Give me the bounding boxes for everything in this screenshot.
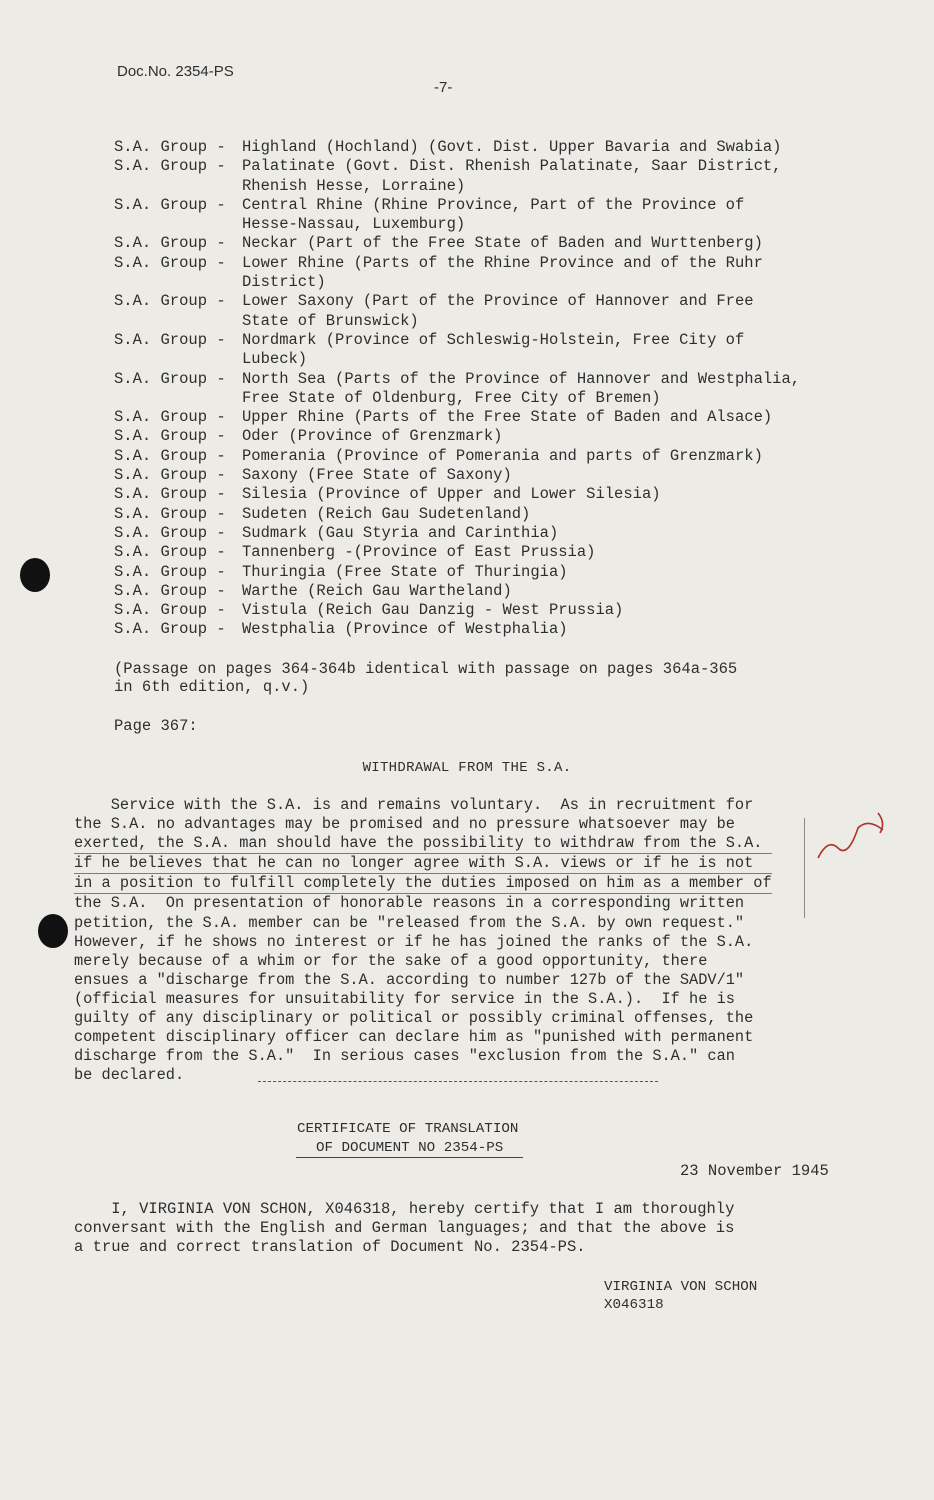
group-row [114,330,745,350]
group-label: S.A. Group - [114,581,226,600]
group-description: Sudeten (Reich Gau Sudetenland) [242,504,531,523]
group-row [114,485,661,504]
group-label: S.A. Group - [114,292,226,311]
body-line: be declared. [74,1066,185,1085]
certificate-statement-2: conversant with the English and German languages; and that the above is [74,1219,735,1237]
group-row [114,311,419,331]
page-number: -7- [434,79,453,96]
group-row [114,253,763,273]
group-description: Highland (Hochland) (Govt. Dist. Upper Bavaria and Swabia) [242,138,782,156]
punch-hole-top [20,558,50,592]
passage-note-line-2: in 6th edition, q.v.) [114,678,310,696]
signature-id: X046318 [604,1297,664,1313]
group-row [114,581,512,601]
group-description: Hesse-Nassau, Luxemburg) [242,215,466,234]
group-label: S.A. Group - [114,504,226,523]
group-label: S.A. Group - [114,253,226,272]
group-label: S.A. Group - [114,466,226,485]
group-description: Upper Rhine (Parts of the Free State of Baden and Alsace) [242,408,773,427]
group-description: Nordmark (Province of Schleswig-Holstein, Free City of [242,330,745,349]
group-description: Westphalia (Province of Westphalia) [242,620,568,639]
group-row [114,388,661,408]
body-line: discharge from the S.A." In serious cases "exclusion from the S.A." can [74,1047,735,1066]
body-line: However, if he shows no interest or if he has joined the ranks of the S.A. [74,932,754,951]
group-row [114,523,559,543]
withdrawal-paragraph [74,796,772,1085]
group-row [114,350,308,369]
group-row [114,408,773,427]
group-row [114,292,754,311]
group-label: S.A. Group - [114,408,226,427]
group-row [114,138,782,157]
group-description: Saxony (Free State of Saxony) [242,466,512,485]
group-description: Thuringia (Free State of Thuringia) [242,562,568,581]
page-ref: Page 367: [114,717,198,735]
group-description: Oder (Province of Grenzmark) [242,427,503,446]
group-description: Palatinate (Govt. Dist. Rhenish Palatinate, Saar District, [242,157,782,176]
body-line: exerted, the S.A. man should have the possibility to withdraw from the S.A. [74,834,772,854]
group-label: S.A. Group - [114,446,226,465]
group-row [114,215,466,234]
punch-hole-bottom [38,914,68,948]
group-row [114,273,326,292]
group-row [114,369,801,389]
body-line: (official measures for unsuitability for service in the S.A.). If he is [74,989,735,1008]
margin-line [804,818,805,918]
body-line: in a position to fulfill completely the duties imposed on him as a member of [74,874,772,894]
certificate-title-1: CERTIFICATE OF TRANSLATION [297,1121,519,1137]
body-line: merely because of a whim or for the sake of a good opportunity, there [74,951,708,970]
group-description: District) [242,273,326,292]
group-row [114,543,596,562]
group-description: Lower Saxony (Part of the Province of Hannover and Free [242,292,754,311]
signature-name: VIRGINIA VON SCHON [604,1279,758,1295]
group-description: Central Rhine (Rhine Province, Part of the Province of [242,195,745,214]
body-line: competent disciplinary officer can declare him as "punished with permanent [74,1028,754,1047]
group-description: North Sea (Parts of the Province of Hannover and Westphalia, [242,369,801,388]
group-description: Vistula (Reich Gau Danzig - West Prussia) [242,601,624,620]
certificate-date: 23 November 1945 [680,1162,829,1180]
group-row [114,176,466,196]
doc-number: Doc.No. 2354-PS [117,63,234,80]
body-line: the S.A. On presentation of honorable reasons in a corresponding written [74,894,745,913]
body-line: ensues a "discharge from the S.A. according to number 127b of the SADV/1" [74,970,745,989]
group-description: Sudmark (Gau Styria and Carinthia) [242,523,559,542]
sa-group-list [114,138,801,640]
group-row [114,504,531,524]
passage-note-line-1: (Passage on pages 364-364b identical with passage on pages 364a-365 [114,660,738,678]
group-label: S.A. Group - [114,330,226,349]
group-description: Lower Rhine (Parts of the Rhine Province and of the Ruhr [242,253,763,272]
group-description: Rhenish Hesse, Lorraine) [242,176,466,195]
group-label: S.A. Group - [114,601,226,620]
section-title: WITHDRAWAL FROM THE S.A. [362,760,572,776]
group-description: Lubeck) [242,350,308,369]
group-description: Free State of Oldenburg, Free City of Bremen) [242,388,661,407]
body-line: the S.A. no advantages may be promised and no pressure whatsoever may be [74,815,735,834]
certificate-statement-1: I, VIRGINIA VON SCHON, X046318, hereby certify that I am thoroughly [74,1200,735,1218]
group-row [114,157,782,176]
group-row [114,620,568,639]
group-description: Pomerania (Province of Pomerania and parts of Grenzmark) [242,446,763,465]
group-label: S.A. Group - [114,485,226,504]
body-line: if he believes that he can no longer agree with S.A. views or if he is not [74,854,772,874]
group-label: S.A. Group - [114,195,226,214]
group-row [114,601,624,620]
group-label: S.A. Group - [114,234,226,253]
group-row [114,427,503,446]
group-description: Silesia (Province of Upper and Lower Silesia) [242,485,661,504]
group-label: S.A. Group - [114,369,226,388]
body-line: petition, the S.A. member can be "released from the S.A. by own request." [74,913,745,932]
group-label: S.A. Group - [114,138,226,156]
margin-annotation-icon [808,808,888,868]
body-line: Service with the S.A. is and remains voluntary. As in recruitment for [74,796,754,814]
group-description: Neckar (Part of the Free State of Baden and Wurttenberg) [242,234,763,253]
dashed-separator [258,1081,658,1082]
group-label: S.A. Group - [114,427,226,446]
group-label: S.A. Group - [114,523,226,542]
certificate-statement-3: a true and correct translation of Document No. 2354-PS. [74,1238,586,1256]
group-row [114,234,763,253]
group-row [114,562,568,582]
group-row [114,466,512,485]
group-description: Warthe (Reich Gau Wartheland) [242,581,512,600]
group-row [114,195,745,215]
group-label: S.A. Group - [114,543,226,562]
group-label: S.A. Group - [114,157,226,176]
group-description: Tannenberg -(Province of East Prussia) [242,543,596,562]
certificate-title-2: OF DOCUMENT NO 2354-PS [296,1139,523,1158]
group-row [114,446,763,466]
group-description: State of Brunswick) [242,311,419,330]
body-line: guilty of any disciplinary or political or possibly criminal offenses, the [74,1009,754,1028]
group-label: S.A. Group - [114,562,226,581]
group-label: S.A. Group - [114,620,226,639]
